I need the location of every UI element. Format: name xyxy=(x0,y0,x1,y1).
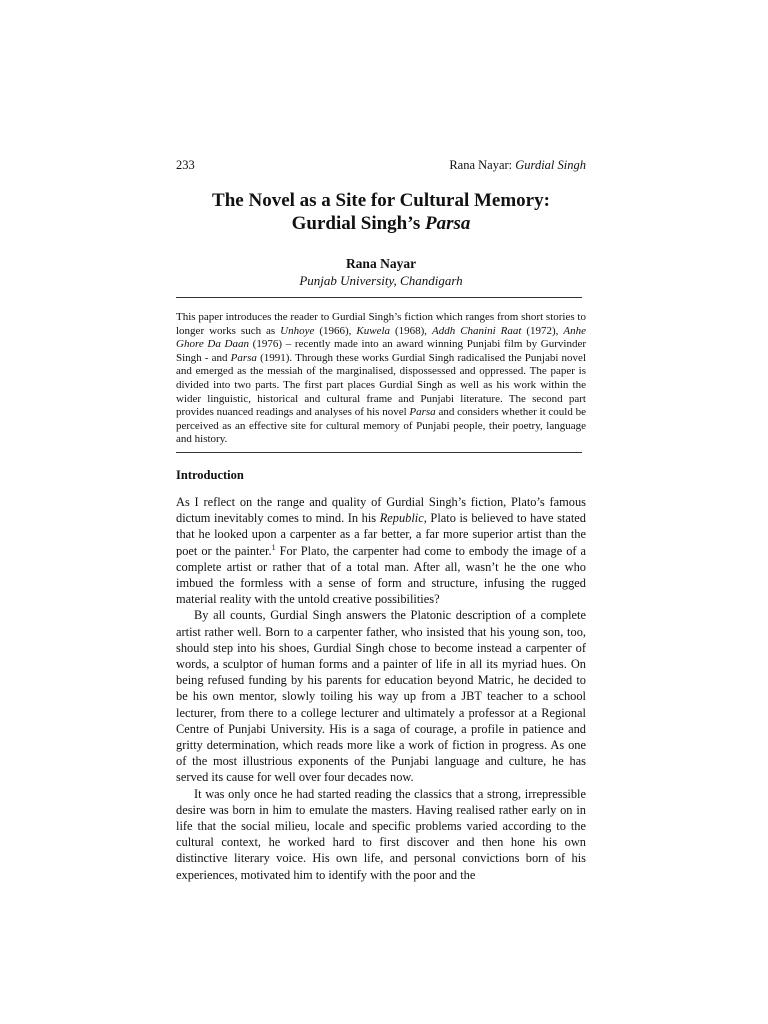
abstract: This paper introduces the reader to Gurdial Singh’s fiction which ranges from short stories to longer works such as Unhoye (1966), Kuwela (1968), Addh Chanini Raat (1972), Anhe Ghore Da Daan (1976) – recently made into an award winning Punjabi film by Gurvinder Singh - and Parsa (1991). Through these works Gurdial Singh radicalised the Punjabi novel and emerged as the messiah of the marginalised, dispossessed and oppressed. The paper is divided into two parts. The first part places Gurdial Singh as well as his work within the wider linguistic, historical and cultural frame and Punjabi literature. The second part provides nuanced readings and analyses of his novel Parsa and considers whether it could be perceived as an effective site for cultural memory of Punjabi people, their poetry, language and history. xyxy=(176,311,586,446)
running-title xyxy=(449,158,586,173)
paragraph-1: As I reflect on the range and quality of Gurdial Singh’s fiction, Plato’s famous dictum inevitably comes to mind. In his Republic, Plato is believed to have stated that he looked upon a carpenter as a far better, a far more superior artist than the poet or the painter.$^1$ For Plato, the carpenter had come to embody the image of a complete artist or rather that of a total man. After all, wasn’t he the one who imbued the formless with a sense of form and structure, infusing the rugged material reality with the untold creative possibilities? xyxy=(176,495,587,607)
author-affiliation: Punjab University, Chandigarh xyxy=(299,273,463,288)
paragraph-3: It was only once he had started reading the classics that a strong, irrepressible desire was born in him to emulate the masters. Having realised rather early on in life that the social milieu, locale and specific problems varied according to the cultural context, he worked hard to first discover and then hone his own distinctive literary voice. His own life, and personal convictions born of his experiences, motivated him to identify with the poor and the xyxy=(176,786,586,882)
divider-bottom xyxy=(176,452,582,453)
footnote-marker: 1 xyxy=(271,542,276,552)
body-text xyxy=(176,494,586,883)
section-heading-introduction: Introduction xyxy=(176,468,244,482)
page-number: 233 xyxy=(176,158,195,172)
running-title-italic: Gurdial Singh xyxy=(515,158,586,172)
title-line-2-text: Gurdial Singh’s xyxy=(291,213,425,234)
author-name: Rana Nayar xyxy=(345,256,417,271)
paper-title xyxy=(176,189,586,235)
running-header xyxy=(176,158,586,173)
title-line-2 xyxy=(176,212,586,235)
divider-top xyxy=(176,297,582,298)
paragraph-2: By all counts, Gurdial Singh answers the Platonic description of a complete artist rather well. Born to a carpenter father, who insisted that his young son, too, should step into his shoes, Gurdial Singh chose to become instead a carpenter of words, a sculptor of human forms and a painter of life in all its myriad hues. On being refused funding by his parents for education beyond Matric, he decided to be his own mentor, slowly toiling his way up from a JBT teacher to a school lecturer, from there to a college lecturer and ultimately a professor at a Regional Centre of Punjabi University. His is a saga of courage, a profile in patience and gritty determination, which reads more like a work of fiction in progress. As one of the most illustrious exponents of the Punjabi language and culture, he has served its cause for well over four decades now. xyxy=(176,608,586,785)
running-author: Rana Nayar: xyxy=(449,158,516,172)
title-line-1: The Novel as a Site for Cultural Memory: xyxy=(212,190,550,211)
title-line-2-italic: Parsa xyxy=(425,213,471,234)
